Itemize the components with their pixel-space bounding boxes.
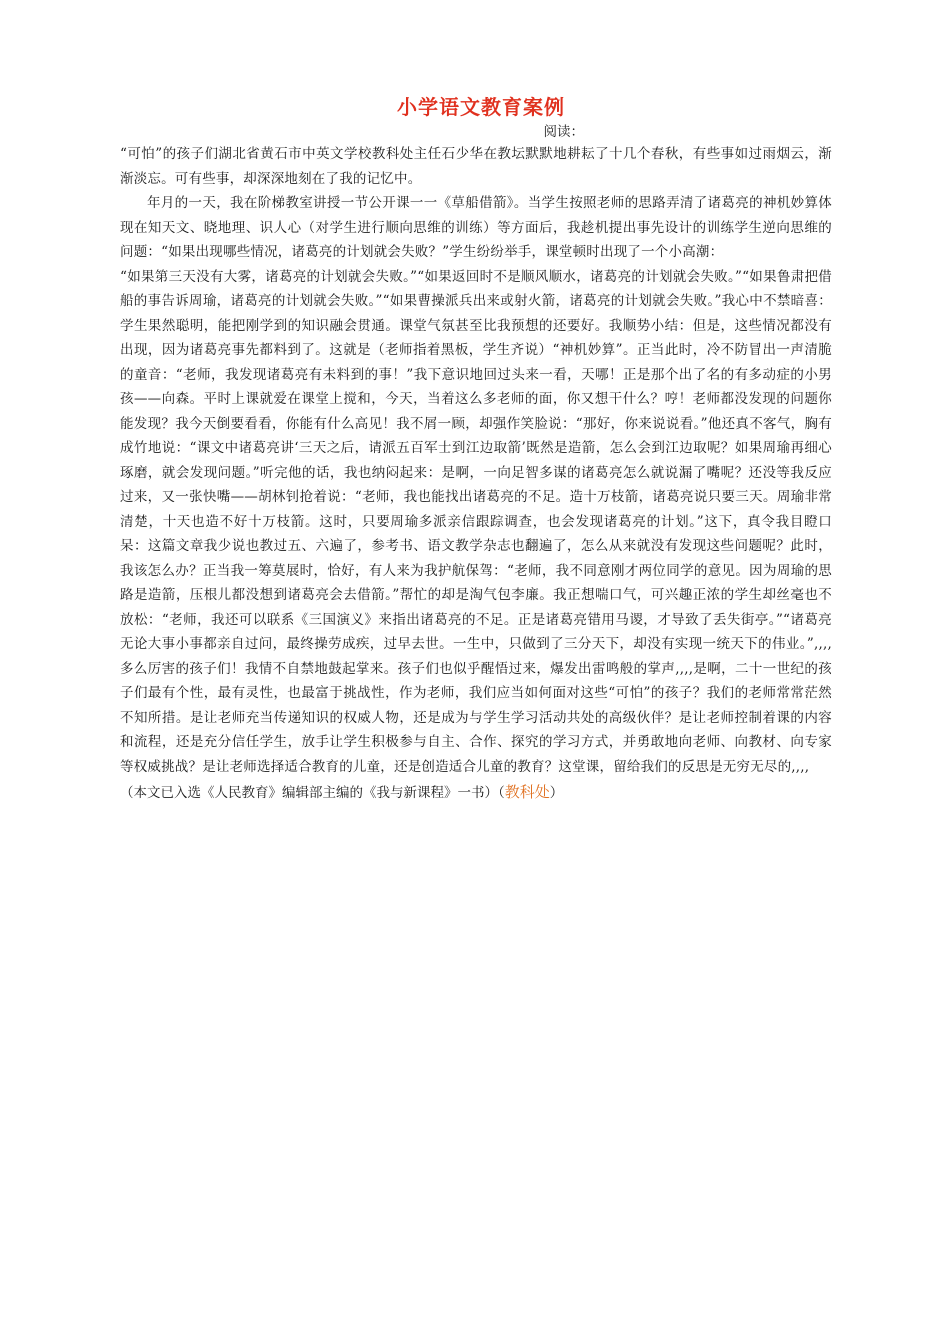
source-note	[120, 779, 832, 806]
source-note-close: ）	[549, 785, 564, 801]
intro-paragraph: “可怕”的孩子们湖北省黄石市中英文学校教科处主任石少华在教坛默默地耕耘了十几个春秋，有些事如过雨烟云，渐渐淡忘。可有些事，却深深地刻在了我的记忆中。	[120, 146, 832, 187]
document-title: 小学语文教育案例	[397, 95, 565, 119]
document-page	[120, 92, 832, 806]
source-note-text: （本文已入选《人民教育》编辑部主编的《我与新课程》一书）（	[120, 785, 505, 801]
lesson-paragraph: 年月的一天，我在阶梯教室讲授一节公开课一一《草船借箭》。当学生按照老师的思路弄清了诸葛亮的神机妙算体现在知天文、晓地理、识人心（对学生进行顺向思维的训练）等方面后，我趁机提出事先设计的训练学生逆向思维的问题：“如果出现哪些情况，诸葛亮的计划就会失败？”学生纷纷举手，课堂顿时出现了一个小高潮：	[120, 195, 832, 260]
source-department: 教科处	[504, 783, 550, 801]
reading-label: 阅读：	[543, 124, 584, 140]
discussion-paragraph: “如果第三天没有大雾，诸葛亮的计划就会失败。”“如果返回时不是顺风顺水，诸葛亮的计划就会失败。”“如果鲁肃把借船的事告诉周瑜，诸葛亮的计划就会失败。”“如果曹操派兵出来或射火箭，诸葛亮的计划就会失败。”我心中不禁暗喜：学生果然聪明，能把刚学到的知识融会贯通。课堂气氛甚至比我预想的还要好。我顺势小结：但是，这些情况都没有出现，因为诸葛亮事先都料到了。这就是（老师指着黑板，学生齐说）“神机妙算”。正当此时，冷不防冒出一声清脆的童音：“老师，我发现诸葛亮有未料到的事！”我下意识地回过头来一看，天哪！正是那个出了名的有多动症的小男孩——向森。平时上课就爱在课堂上搅和，今天，当着这么多老师的面，你又想干什么？哼！老师都没发现的问题你能发现？我今天倒要看看，你能有什么高见！我不屑一顾，却强作笑脸说：“那好，你来说说看。”他还真不客气，胸有成竹地说：“课文中诸葛亮讲‘三天之后，请派五百军士到江边取箭’既然是造箭，怎么会到江边取呢？如果周瑜再细心琢磨，就会发现问题。”听完他的话，我也纳闷起来：是啊，一向足智多谋的诸葛亮怎么就说漏了嘴呢？还没等我反应过来，又一张快嘴——胡林钊抢着说：“老师，我也能找出诸葛亮的不足。造十万枝箭，诸葛亮说只要三天。周瑜非常清楚，十天也造不好十万枝箭。这时，只要周瑜多派亲信跟踪调查，也会发现诸葛亮的计划。”这下，真令我目瞪口呆：这篇文章我少说也教过五、六遍了，参考书、语文教学杂志也翻遍了，怎么从来就没有发现这些问题呢？此时，我该怎么办？正当我一筹莫展时，恰好，有人来为我护航保驾：“老师，我不同意刚才两位同学的意见。因为周瑜的思路是造箭，压根儿都没想到诸葛亮会去借箭。”帮忙的却是淘气包李廉。我正想喘口气，可兴趣正浓的学生却丝毫也不放松：“老师，我还可以联系《三国演义》来指出诸葛亮的不足。正是诸葛亮错用马谡，才导致了丢失街亭。”“诸葛亮无论大事小事都亲自过问，最终操劳成疾，过早去世。一生中，只做到了三分天下，却没有实现一统天下的伟业。”,,,,多么厉害的孩子们！我情不自禁地鼓起掌来。孩子们也似乎醒悟过来，爆发出雷鸣般的掌声,,,,是啊，二十一世纪的孩子们最有个性，最有灵性，也最富于挑战性，作为老师，我们应当如何面对这些“可怕”的孩子？我们的老师常常茫然不知所措。是让老师充当传递知识的权威人物，还是成为与学生学习活动共处的高级伙伴？是让老师控制着课的内容和流程，还是充分信任学生，放手让学生积极参与自主、合作、探究的学习方式，并勇敢地向老师、向教材、向专家等权威挑战？是让老师选择适合教育的儿童，还是创造适合儿童的教育？这堂课，留给我们的反思是无穷无尽的,,,,	[120, 268, 832, 775]
